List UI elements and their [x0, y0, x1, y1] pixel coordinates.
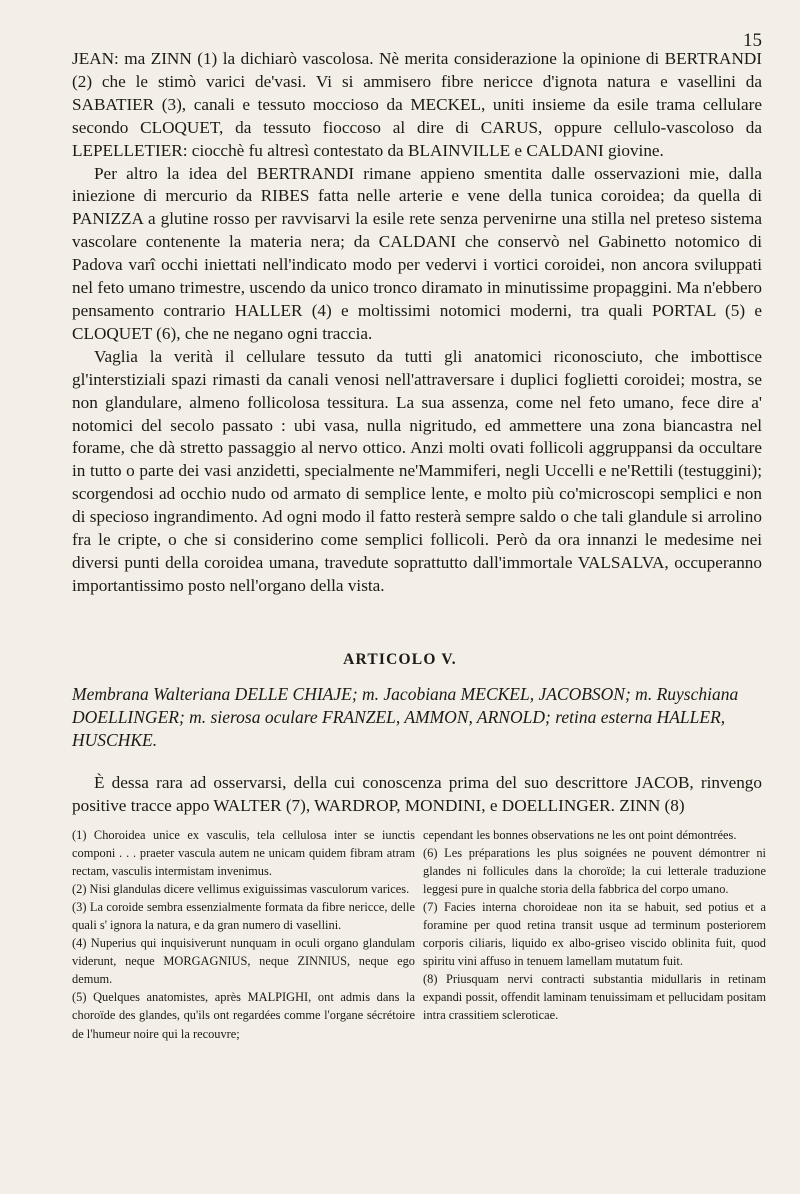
- footnote: (2) Nisi glandulas dicere vellimus exiguissimas vasculorum varices.: [72, 882, 410, 897]
- footnotes: [72, 826, 766, 1043]
- footnote: (4) Nuperius qui inquisiverunt nunquam in oculi organo glandulam viderunt, neque MORGAGNIUS, neque ZINNIUS, neque ego demum.: [72, 936, 415, 987]
- article-intro: È dessa rara ad osservarsi, della cui conoscenza prima del suo descrittore JACOB, rinvengo positive tracce appo WALTER (7), WARDROP, MONDINI, e DOELLINGER. ZINN (8): [72, 773, 762, 815]
- footnote: (8) Priusquam nervi contracti substantia midullaris in retinam expandi possit, offendit laminam tenuissimam et pellucidam positam intra crassitiem scleroticae.: [423, 972, 766, 1023]
- main-text: [72, 48, 762, 598]
- paragraph: Vaglia la verità il cellulare tessuto da tutti gli anatomici riconosciuto, che imbottisce gl'interstiziali spazi rimasti da canali venosi nell'attraversare i duplici foglietti coroidei; mostra, se non glandulare, almeno follicolosa tessitura. La sua assenza, come nel feto umano, fece dire a' notomici del secolo passato : ubi vasa, nulla nigritudo, ed ammettere una zona biancastra nel forame, che dà stretto passaggio al nervo ottico. Anzi molti ovati follicoli aggruppansi da occultare in tutto o parte dei vasi anzidetti, specialmente ne'Mammiferi, negli Uccelli e ne'Rettili (testuggini); scorgendosi ad occhio nudo od armato di semplice lente, e molto più co'microscopi semplici e non di specioso ingrandimento. Ad ogni modo il fatto resterà sempre saldo o che tali glandule si arrolino fra le cripte, o che si considerino come semplici follicoli. Però da ora innanzi le medesime nei diversi punti della coroidea umana, travedute soprattutto dall'immortale VALSALVA, occuperanno importantissimo posto nell'organo della vista.: [72, 346, 762, 595]
- footnote: (6) Les préparations les plus soignées ne pouvent démontrer ni glandes ni follicules dans la choroïde; la cui letterale traduzione leggesi pure in qualche storia della fabbrica del corpo umano.: [423, 846, 766, 897]
- article-subtitle: Membrana Walteriana DELLE CHIAJE; m. Jacobiana MECKEL, JACOBSON; m. Ruyschiana DOELLINGER; m. sierosa oculare FRANZEL, AMMON, ARNOLD; retina esterna HALLER, HUSCHKE.: [72, 684, 739, 750]
- footnote: cependant les bonnes observations ne les ont point démontrées.: [423, 828, 737, 842]
- paragraph: JEAN: ma ZINN (1) la dichiarò vascolosa. Nè merita considerazione la opinione di BERTRANDI (2) che le stimò varici de'vasi. Vi si ammisero fibre nericce d'ignota natura e vasellini da SABATIER (3), canali e tessuto moccioso da MECKEL, uniti insieme da esile trama cellulare secondo CLOQUET, da tessuto fioccoso al dire di CARUS, oppure cellulo-vascoloso da LEPELLETIER: ciocchè fu altresì contestato da BLAINVILLE e CALDANI giovine.: [72, 49, 762, 160]
- footnote: (7) Facies interna choroideae non ita se habuit, sed potius et a foramine per quod retina transit usque ad terminum posteriorem corporis ciliaris, liquido ex albo-griseo viscido oblinita fuit, quod spiritu vini affuso in tenuem lamellam mutatum fuit.: [423, 900, 766, 969]
- footnotes-right-column: [423, 826, 766, 1043]
- footnotes-left-column: [72, 826, 415, 1043]
- footnote: (3) La coroide sembra essenzialmente formata da fibre nericce, delle quali s' ignora la natura, e da gran numero di vasellini.: [72, 900, 415, 933]
- footnote: (1) Choroidea unice ex vasculis, tela cellulosa inter se iunctis componi . . . praeter vascula autem ne unicam quidem fibram atram rectam, vasculis intermistam invenimus.: [72, 828, 415, 879]
- page-number: 15: [743, 30, 762, 51]
- article-heading: ARTICOLO V.: [343, 651, 457, 668]
- paragraph: Per altro la idea del BERTRANDI rimane appieno smentita dalle osservazioni mie, dalla iniezione di mercurio da RIBES fatta nelle arterie e vene della tunica coroidea; da quella di PANIZZA a glutine rosso per ravvisarvi la esile rete senza pervenirne una stilla nel preteso sistema vascolare contenente la materia nera; da CALDANI che conservò nel Gabinetto notomico di Padova varî occhi iniettati nell'indicato modo per vedervi i vortici coroidei, non ancora sviluppati nel feto umano trimestre, uscendo da unico tronco diramato in minutissime propaggini. Ma n'ebbero pensamento contrario HALLER (4) e moltissimi notomici moderni, tra quali PORTAL (5) e CLOQUET (6), che ne negano ogni traccia.: [72, 163, 762, 343]
- footnote: (5) Quelques anatomistes, après MALPIGHI, ont admis dans la choroïde des glandes, qu'ils ont regardées comme l'organe sécrétoire de l'humeur noire qui la recouvre;: [72, 990, 415, 1041]
